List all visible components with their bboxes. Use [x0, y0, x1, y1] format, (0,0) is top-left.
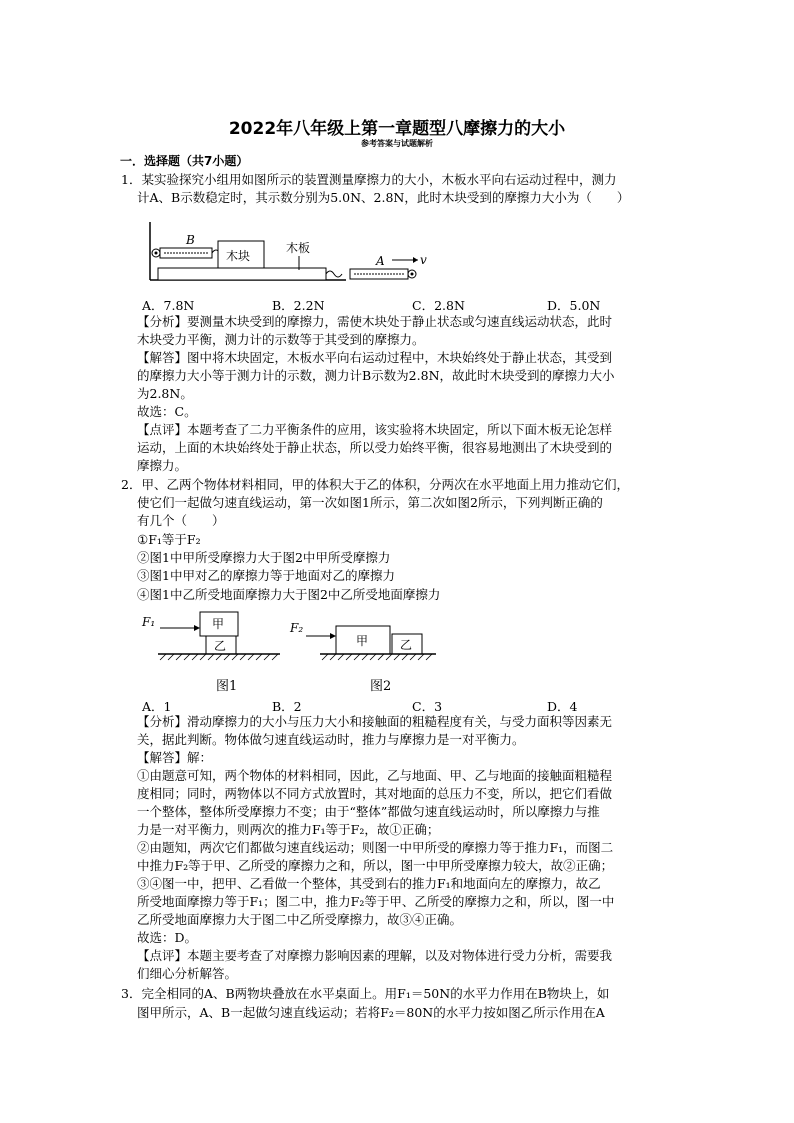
q1-option-c: C．2.8N [412, 298, 465, 313]
q2-answer: ①由题意可知，两个物体的材料相同，因此，乙与地面、甲、乙与地面的接触面粗糙程 [137, 768, 613, 783]
q1-option-a: A．7.8N [142, 298, 195, 313]
q2-answer: 所受地面摩擦力等于F₁；图二中，推力F₂等于甲、乙所受的摩擦力之和，所以，图一中 [137, 894, 615, 909]
board-label: 木板 [286, 241, 311, 255]
q2-answer: 【解答】解： [137, 750, 213, 765]
q2-answer: 乙所受地面摩擦力大于图二中乙所受摩擦力，故③④正确。 [137, 912, 463, 927]
label-f1: F₁ [142, 615, 156, 629]
q3-stem-line: 3．完全相同的A、B两物块叠放在水平桌面上。用F₁＝50N的水平力作用在B物块上，如 [121, 986, 610, 1001]
q2-option-d: D．4 [547, 699, 578, 714]
q2-comment: 们细心分析解答。 [137, 966, 238, 981]
q1-comment: 摩擦力。 [137, 458, 188, 473]
q2-statement: ②图1中甲所受摩擦力大于图2中甲所受摩擦力 [137, 550, 391, 565]
q2-option-c: C．3 [412, 699, 443, 714]
caption-fig1: 图1 [216, 679, 238, 694]
q1-stem-line: 计A、B示数稳定时，其示数分别为5.0N、2.8N，此时木块受到的摩擦力大小为（ ） [137, 190, 630, 205]
q2-statement: ④图1中乙所受地面摩擦力大于图2中乙所受地面摩擦力 [137, 587, 441, 602]
jia-label: 甲 [212, 617, 225, 631]
q1-comment: 【点评】本题考查了二力平衡条件的应用，该实验将木块固定，所以下面木板无论怎样 [137, 422, 613, 437]
section-heading: 一．选择题（共7小题） [120, 154, 249, 168]
ground-hatch-2 [322, 654, 432, 660]
q1-choice: 故选：C。 [137, 404, 197, 419]
document-subtitle: 参考答案与试题解析 [361, 139, 433, 148]
q1-comment: 运动，上面的木块始终处于静止状态，所以受力始终平衡，很容易地测出了木块受到的 [137, 440, 613, 455]
q2-answer: ②由题知，两次它们都做匀速直线运动；则图一中甲所受的摩擦力等于推力F₁，而图二 [137, 840, 614, 855]
q2-analysis: 【分析】滑动摩擦力的大小与压力大小和接触面的粗糙程度有关，与受力面积等因素无 [137, 714, 613, 729]
document-title: 2022年八年级上第一章题型八摩擦力的大小 [228, 119, 566, 139]
q2-answer: 度相同；同时，两物体以不同方式放置时，其对地面的总压力不变，所以，把它们看做 [137, 786, 613, 801]
q2-analysis: 关，据此判断。物体做匀速直线运动时，推力与摩擦力是一对平衡力。 [137, 732, 525, 747]
label-a: A [376, 254, 385, 268]
q2-answer: 一个整体，整体所受摩擦力不变；由于“整体”都做匀速直线运动时，所以摩擦力与推 [137, 804, 600, 819]
q1-option-b: B．2.2N [272, 298, 325, 313]
label-b: B [186, 233, 195, 247]
q1-analysis: 【分析】要测量木块受到的摩擦力，需使木块处于静止状态或匀速直线运动状态，此时 [137, 314, 613, 329]
q2-choice: 故选：D。 [137, 930, 198, 945]
q1-answer: 【解答】图中将木块固定，木板水平向右运动过程中，木块始终处于静止状态，其受到 [137, 350, 613, 365]
q2-stem-line: 2．甲、乙两个物体材料相同，甲的体积大于乙的体积，分两次在水平地面上用力推动它们， [121, 477, 629, 492]
q1-stem-line: 1．某实验探究小组用如图所示的装置测量摩擦力的大小，木板水平向右运动过程中，测力 [121, 172, 617, 187]
q2-statement: ①F₁等于F₂ [137, 532, 201, 547]
ground-hatch-1 [160, 654, 278, 660]
q3-stem-line: 图甲所示，A、B一起做匀速直线运动；若将F₂＝80N的水平力按如图乙所示作用在A [137, 1005, 605, 1020]
q2-figure [140, 606, 440, 696]
q2-statement: ③图1中甲对乙的摩擦力等于地面对乙的摩擦力 [137, 568, 395, 583]
q1-option-d: D．5.0N [547, 298, 601, 313]
label-v: v [420, 253, 427, 267]
yi-label: 乙 [214, 639, 227, 653]
q1-analysis: 木块受力平衡，测力计的示数等于其受到的摩擦力。 [137, 332, 425, 347]
q2-stem-line: 有几个（ ） [137, 513, 225, 528]
q1-answer: 为2.8N。 [137, 386, 193, 401]
q2-comment: 【点评】本题主要考查了对摩擦力影响因素的理解，以及对物体进行受力分析，需要我 [137, 948, 613, 963]
q1-answer: 的摩擦力大小等于测力计的示数，测力计B示数为2.8N，故此时木块受到的摩擦力大小 [137, 368, 615, 383]
q1-figure [146, 208, 426, 292]
jia-label: 甲 [356, 634, 369, 648]
q2-answer: 力是一对平衡力，则两次的推力F₁等于F₂，故①正确； [137, 822, 440, 837]
yi-label: 乙 [400, 638, 413, 652]
q2-answer: ③④图一中，把甲、乙看做一个整体，其受到右的推力F₁和地面向左的摩擦力，故乙 [137, 876, 601, 891]
q2-stem-line: 使它们一起做匀速直线运动，第一次如图1所示，第二次如图2所示，下列判断正确的 [137, 495, 603, 510]
board [158, 268, 326, 280]
caption-fig2: 图2 [370, 679, 392, 694]
label-f2: F₂ [290, 621, 304, 635]
q2-answer: 中推力F₂等于甲、乙所受的摩擦力之和，所以，图一中甲所受摩擦力较大，故②正确； [137, 858, 614, 873]
q2-option-b: B．2 [272, 699, 302, 714]
q2-option-a: A．1 [142, 699, 172, 714]
block-label: 木块 [226, 249, 251, 263]
